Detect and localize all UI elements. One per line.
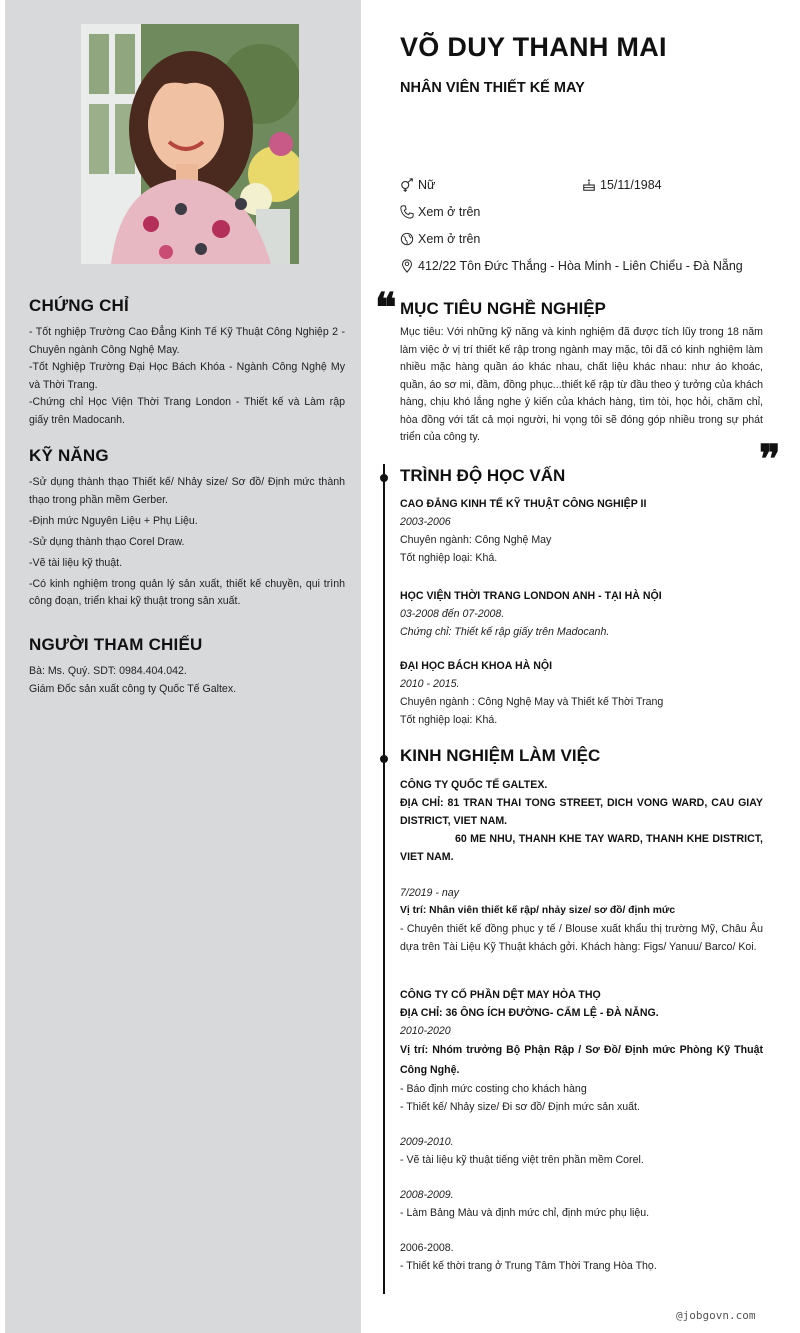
job-period: 7/2019 - nay xyxy=(400,887,459,899)
skills-title: KỸ NĂNG xyxy=(29,446,109,465)
job-description: - Chuyên thiết kế đồng phục y tế / Blouse xuất khẩu thị trường Mỹ, Châu Âu dựa trên Tài Liệu Kỹ Thuật khách gởi. Khách hàng: Figs/ Yanuu/ Barco/ Koi. xyxy=(400,923,763,953)
birthdate-info xyxy=(582,178,662,192)
education-period: 2003-2006 xyxy=(400,516,451,528)
job-position: Vị trí: Nhóm trưởng Bộ Phận Rập / Sơ Đồ/ Định mức Phòng Kỹ Thuật Công Nghệ. xyxy=(400,1044,763,1076)
experience-item xyxy=(400,986,763,1275)
timeline-dot xyxy=(380,755,388,763)
job-period: 2010-2020 xyxy=(400,1025,451,1037)
company-name: CÔNG TY QUỐC TẾ GALTEX. xyxy=(400,779,548,791)
job-task: - Vẽ tài liệu kỹ thuật tiếng việt trên phần mềm Corel. xyxy=(400,1154,644,1166)
education-item xyxy=(400,587,763,641)
education-item xyxy=(400,657,763,729)
certificates-list xyxy=(29,324,345,429)
certificate-item: -Tốt Nghiệp Trường Đại Học Bách Khóa - Ngành Công Nghệ My và Thời Trang. xyxy=(29,361,345,391)
education-title: TRÌNH ĐỘ HỌC VẤN xyxy=(400,466,566,485)
reference-line: Giám Đốc sản xuất công ty Quốc Tế Galtex. xyxy=(29,682,237,695)
candidate-name: VÕ DUY THANH MAI xyxy=(400,32,667,62)
education-item xyxy=(400,495,763,567)
certificates-section xyxy=(29,296,345,429)
skill-item: -Định mức Nguyên Liệu + Phụ Liệu. xyxy=(29,514,198,527)
objective-text: Mục tiêu: Với những kỹ năng và kinh nghiệm đã được tích lũy trong 18 năm làm việc ở vị trí thiết kế rập trong ngành may mặc, tôi đã có kinh nghiệm làm nhiều mặc hàng quần áo khác nhau, chất liệu khác nhau: như áo khoác, quần, áo sơ mi, đầm, đồng phục...thiết kế rập từ đầu theo ý tưởng của khách hàng, chịu khó lắng nghe ý kiến của khách hàng, tìm tòi, học hỏi, chăm chỉ, hòa đồng với tất cả mọi người, hi vọng tôi sẽ đóng góp nhiều trong sự phát triển của công ty. xyxy=(400,326,763,443)
location-pin-icon xyxy=(400,259,414,273)
education-detail: Tốt nghiệp loại: Khá. xyxy=(400,552,498,564)
close-quote-icon: ❞ xyxy=(759,436,781,483)
skill-item: -Sử dụng thành thạo Thiết kế/ Nhảy size/ Sơ đồ/ Định mức thành thạo trong phần mềm Gerber. xyxy=(29,476,345,506)
education-period: 03-2008 đến 07-2008. xyxy=(400,608,505,620)
education-detail: Tốt nghiệp loại: Khá. xyxy=(400,714,498,726)
company-address: 60 ME NHU, THANH KHE TAY WARD, THANH KHE DISTRICT, VIET NAM. xyxy=(400,833,763,863)
job-task: - Thiết kế/ Nhảy size/ Đi sơ đồ/ Định mức sản xuất. xyxy=(400,1101,640,1113)
watermark: @jobgovn.com xyxy=(676,1309,756,1322)
experience-item xyxy=(400,776,763,956)
globe-icon xyxy=(400,232,414,246)
birthdate-value: 15/11/1984 xyxy=(600,178,662,192)
birthday-cake-icon xyxy=(582,178,596,192)
job-title: NHÂN VIÊN THIẾT KẾ MAY xyxy=(400,80,585,96)
phone-info xyxy=(400,205,480,219)
school-name: HỌC VIỆN THỜI TRANG LONDON ANH - TẠI HÀ NỘI xyxy=(400,590,662,602)
education-detail: Chứng chỉ: Thiết kế rập giấy trên Madocanh. xyxy=(400,626,610,638)
phone-value: Xem ở trên xyxy=(418,205,481,219)
job-period: 2009-2010. xyxy=(400,1136,454,1148)
gender-icon xyxy=(400,178,414,192)
references-section xyxy=(29,635,345,698)
certificate-item: -Chứng chỉ Học Viện Thời Trang London - Thiết kế và Làm rập giấy trên Madocanh. xyxy=(29,396,345,426)
address-value: 412/22 Tôn Đức Thắng - Hòa Minh - Liên Chiểu - Đà Nẵng xyxy=(418,259,743,273)
references-list xyxy=(29,663,345,698)
profile-photo xyxy=(81,24,299,264)
timeline-line xyxy=(383,464,385,1294)
job-task: - Làm Bảng Màu và định mức chỉ, định mức phụ liệu. xyxy=(400,1207,650,1219)
experience-title: KINH NGHIỆM LÀM VIỆC xyxy=(400,746,601,765)
certificate-item: - Tốt nghiệp Trường Cao Đẳng Kinh Tế Kỹ Thuật Công Nghiệp 2 - Chuyên ngành Công Nghệ May. xyxy=(29,326,345,356)
skills-list xyxy=(29,474,345,611)
job-position: Vị trí: Nhân viên thiết kế rập/ nhảy size/ sơ đồ/ định mức xyxy=(400,905,676,916)
education-period: 2010 - 2015. xyxy=(400,678,460,690)
job-task: - Thiết kế thời trang ở Trung Tâm Thời Trang Hòa Thọ. xyxy=(400,1260,657,1272)
job-period: 2006-2008. xyxy=(400,1242,454,1254)
school-name: ĐẠI HỌC BÁCH KHOA HÀ NỘI xyxy=(400,660,553,672)
job-task: - Báo định mức costing cho khách hàng xyxy=(400,1083,587,1095)
gender-value: Nữ xyxy=(418,178,436,192)
references-title: NGƯỜI THAM CHIẾU xyxy=(29,635,203,654)
sidebar xyxy=(5,0,361,1333)
website-info xyxy=(400,232,480,246)
open-quote-icon: ❝ xyxy=(375,284,397,331)
education-detail: Chuyên ngành: Công Nghệ May xyxy=(400,534,552,546)
reference-line: Bà: Ms. Quý. SDT: 0984.404.042. xyxy=(29,665,187,677)
skill-item: -Vẽ tài liệu kỹ thuật. xyxy=(29,556,123,569)
job-period: 2008-2009. xyxy=(400,1189,454,1201)
main-column xyxy=(361,0,800,1333)
education-detail: Chuyên ngành : Công Nghệ May và Thiết kế Thời Trang xyxy=(400,696,664,708)
timeline-dot xyxy=(380,474,388,482)
company-name: CÔNG TY CỔ PHẦN DỆT MAY HÒA THỌ xyxy=(400,989,601,1001)
school-name: CAO ĐẲNG KINH TẾ KỸ THUẬT CÔNG NGHIỆP II xyxy=(400,498,647,510)
website-value: Xem ở trên xyxy=(418,232,481,246)
skills-section xyxy=(29,446,345,614)
phone-icon xyxy=(400,205,414,219)
skill-item: -Có kinh nghiệm trong quản lý sản xuất, thiết kế chuyền, qui trình công đoạn, triển khai kỹ thuật trong sản xuất. xyxy=(29,577,345,607)
company-address: ĐỊA CHỈ: 81 TRAN THAI TONG STREET, DICH VONG WARD, CAU GIAY DISTRICT, VIET NAM. xyxy=(400,797,763,827)
objective-title: MỤC TIÊU NGHỀ NGHIỆP xyxy=(400,299,606,318)
company-address: ĐỊA CHỈ: 36 ÔNG ÍCH ĐƯỜNG- CẨM LỆ - ĐÀ NẴNG. xyxy=(400,1007,659,1019)
address-info xyxy=(400,259,743,273)
skill-item: -Sử dụng thành thạo Corel Draw. xyxy=(29,535,185,548)
gender-info xyxy=(400,178,435,192)
certificates-title: CHỨNG CHỈ xyxy=(29,296,129,315)
